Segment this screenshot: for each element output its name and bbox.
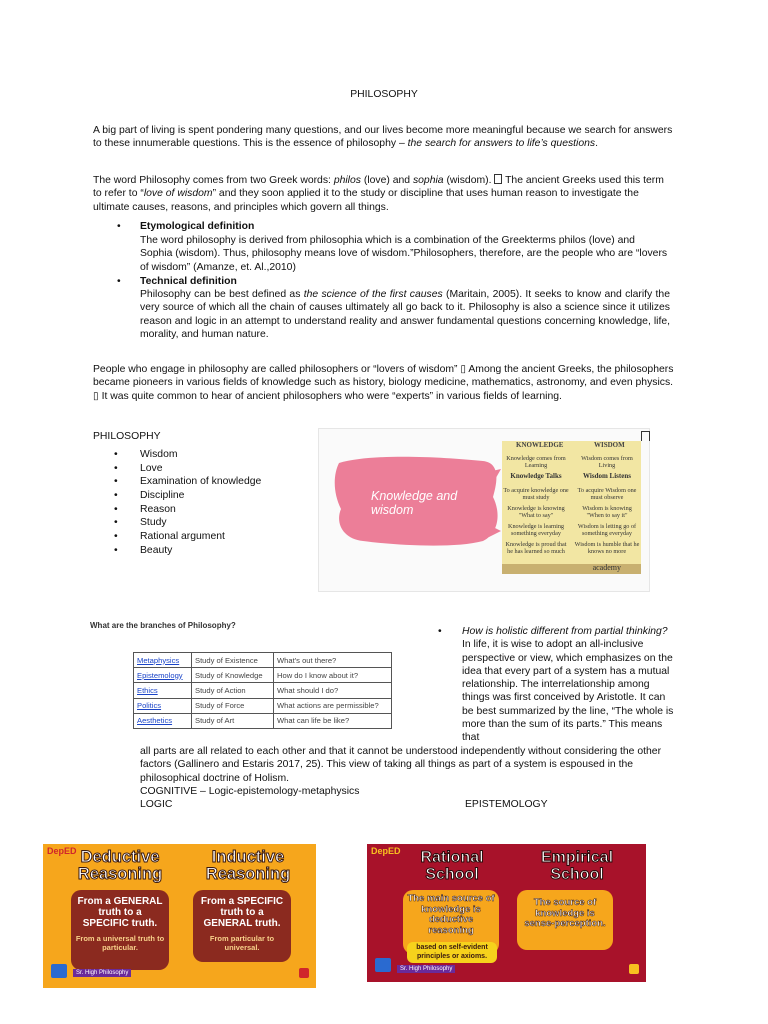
epistemology-label: EPISTEMOLOGY	[465, 799, 548, 810]
table-cell: What's out there?	[274, 653, 392, 668]
table-cell: Knowledge is learning something everyday	[507, 523, 565, 537]
philosophers-paragraph: People who engage in philosophy are called philosophers or “lovers of wisdom” ▯ Among the ancient Greeks, the philosophers became pioneers in various fields of knowledge such as history, biology medicine, mathematics, astronomy, and even physics. ▯ It was quite common to hear of ancient philosophers who were “experts” in various fields of learning.	[93, 364, 674, 402]
ethics-link[interactable]: Ethics	[134, 683, 192, 698]
table-row	[134, 668, 392, 683]
word-text-3: (wisdom).	[443, 175, 495, 186]
knowledge-wisdom-table	[502, 441, 641, 574]
table-cell: To acquire knowledge one must study	[503, 487, 569, 501]
slide-footer-bar	[502, 564, 641, 574]
table-cell: Study of Existence	[192, 653, 274, 668]
intro-paragraph	[93, 124, 675, 151]
table-cell: What can life be like?	[274, 713, 392, 728]
course-tag: Sr. High Philosophy	[397, 965, 455, 973]
word-love: love of wisdom	[143, 188, 213, 200]
holistic-paragraph	[462, 625, 674, 745]
inductive-sub: From particular to universal.	[209, 934, 275, 952]
list-item: • Study	[114, 516, 261, 530]
bullet-icon: •	[438, 626, 442, 637]
logic-label: LOGIC	[140, 799, 173, 810]
intro-end: .	[595, 138, 599, 150]
holistic-question: How is holistic different from partial thinking?	[462, 626, 668, 637]
cognitive-line: COGNITIVE – Logic-epistemology-metaphysics	[140, 786, 360, 797]
deductive-bubble	[71, 890, 169, 970]
deductive-title: Deductive Reasoning	[77, 848, 163, 883]
footer-label: academy	[592, 563, 621, 572]
etymological-body: The word philosophy is derived from philosophia which is a combination of the Greekterms philos (love) and Sophia (wisdom). Thus, philosophy means love of wisdom.”Philosophers, therefore, are the people who are “lovers of wisdom” (Amanze, et. Al.,2010)	[140, 235, 668, 273]
list-title: PHILOSOPHY	[93, 431, 161, 442]
table-cell: How do I know about it?	[274, 668, 392, 683]
table-row	[134, 698, 392, 713]
knowledge-wisdom-slide	[318, 428, 650, 592]
course-tag: Sr. High Philosophy	[73, 969, 131, 977]
table-cell: What actions are permissible?	[274, 698, 392, 713]
table-cell: Knowledge is knowing "What to say"	[507, 505, 565, 519]
list-item: • Examination of knowledge	[114, 475, 261, 489]
technical-text-1: Philosophy can be best defined as	[140, 289, 304, 300]
holistic-answer: In life, it is wise to adopt an all-inclusive perspective or view, which emphasizes on the idea that every part of a system has a mutual relationship. The interrelationship among things was first conceived by Aristotle. It can be best summarized by the line, “The whole is more than the sum of its parts.” This means that	[462, 639, 674, 744]
technical-text-2: (Maritain, 2005). It seeks to know and clarify the very source of which all the chain of causes ultimately all go back to it. Philosophy is also a science since it utilizes reason and logic in an attempt to understand reality and answer fundamental questions concerning knowledge, life, morality, and human nature.	[140, 289, 670, 340]
etymological-heading: Etymological definition	[140, 221, 255, 232]
deductive-sub: From a universal truth to particular.	[75, 934, 165, 952]
word-text-4: The ancient Greeks used this term to refer to “	[93, 175, 664, 200]
empirical-title: Empirical School	[540, 849, 614, 883]
empirical-text: The source of knowledge is sense-perception.	[524, 897, 606, 929]
word-philos: philos	[333, 175, 361, 186]
epistemology-link[interactable]: Epistemology	[134, 668, 192, 683]
tv-icon	[299, 968, 309, 978]
empirical-bubble	[517, 890, 613, 950]
list-item: • Beauty	[114, 544, 261, 558]
table-cell: Knowledge Talks	[510, 472, 562, 480]
technical-heading: Technical definition	[140, 276, 237, 287]
bookmark-icon[interactable]	[641, 431, 650, 441]
deped-logo: DepED	[47, 846, 77, 856]
rational-title: Rational School	[420, 849, 484, 883]
table-row	[134, 683, 392, 698]
table-row	[134, 653, 392, 668]
list-item: • Love	[114, 462, 261, 476]
rational-text: The main source of knowledge is deductive reasoning	[407, 893, 495, 936]
word-text-2: (love) and	[360, 175, 413, 186]
page-title: PHILOSOPHY	[350, 89, 418, 100]
list-item: • Wisdom	[114, 448, 261, 462]
table-cell: Study of Knowledge	[192, 668, 274, 683]
table-cell: Study of Action	[192, 683, 274, 698]
word-text-5: ” and they soon applied it to the study or discipline that uses human reason to investigate the ultimate causes, reasons, and principles which govern all things.	[93, 188, 639, 213]
table-cell: Study of Force	[192, 698, 274, 713]
knowledge-header: KNOWLEDGE	[516, 441, 564, 449]
table-cell: Knowledge comes from Learning	[506, 455, 566, 469]
politics-link[interactable]: Politics	[134, 698, 192, 713]
list-item: • Reason	[114, 503, 261, 517]
table-cell: Wisdom comes from Living	[581, 455, 633, 469]
branches-title: What are the branches of Philosophy?	[90, 621, 236, 630]
table-cell: What should I do?	[274, 683, 392, 698]
epistemology-poster	[367, 844, 646, 982]
aesthetics-link[interactable]: Aesthetics	[134, 713, 192, 728]
book-icon	[375, 958, 391, 972]
deductive-text: From a GENERAL truth to a SPECIFIC truth.	[77, 896, 163, 929]
technical-emphasis: the science of the first causes	[303, 289, 443, 300]
table-cell: Wisdom is humble that he knows no more	[574, 541, 640, 555]
word-sophia: sophia	[412, 175, 444, 186]
table-cell: Wisdom is letting go of something everyday	[577, 523, 637, 537]
deped-logo: DepED	[371, 846, 401, 856]
book-icon	[51, 964, 67, 978]
rational-sub: based on self-evident principles or axioms.	[407, 942, 497, 963]
blob-text: Knowledge and wisdom	[371, 489, 458, 517]
list-item: • Rational argument	[114, 530, 261, 544]
bullet-icon: •	[117, 221, 121, 232]
list-item: • Discipline	[114, 489, 261, 503]
table-cell: To acquire Wisdom one must observe	[577, 487, 637, 501]
bullet-icon: •	[117, 276, 121, 287]
tv-icon	[629, 964, 639, 974]
table-cell: Knowledge is proud that he has learned so much	[505, 541, 567, 555]
table-cell: Wisdom Listens	[583, 472, 631, 480]
technical-body	[140, 288, 670, 341]
inductive-text: From a SPECIFIC truth to a GENERAL truth.	[200, 896, 284, 929]
inductive-bubble	[193, 890, 291, 962]
word-origin-paragraph	[93, 174, 675, 214]
table-cell: Study of Art	[192, 713, 274, 728]
word-text-1: The word Philosophy comes from two Greek words:	[93, 175, 334, 186]
wisdom-header: WISDOM	[594, 441, 625, 449]
table-row	[134, 713, 392, 728]
metaphysics-link[interactable]: Metaphysics	[134, 653, 192, 668]
philosophy-list	[114, 448, 261, 558]
intro-emphasis: the search for answers to life’s questions	[407, 138, 596, 150]
table-cell: Wisdom is knowing "When to say it"	[582, 505, 632, 519]
inductive-title: Inductive Reasoning	[205, 848, 291, 883]
reasoning-poster	[43, 844, 316, 988]
holistic-continuation: all parts are all related to each other and that it cannot be understood independently without considering the other factors (Gallinero and Estaris 2017, 25). This view of taking all things as part of a system is espoused in the philosophical doctrine of Holism.	[140, 746, 662, 784]
intro-text: A big part of living is spent pondering many questions, and our lives become more meaningful because we search for answers to these innumerable questions. This is the essence of philosophy –	[93, 125, 673, 150]
branches-table	[133, 652, 392, 729]
